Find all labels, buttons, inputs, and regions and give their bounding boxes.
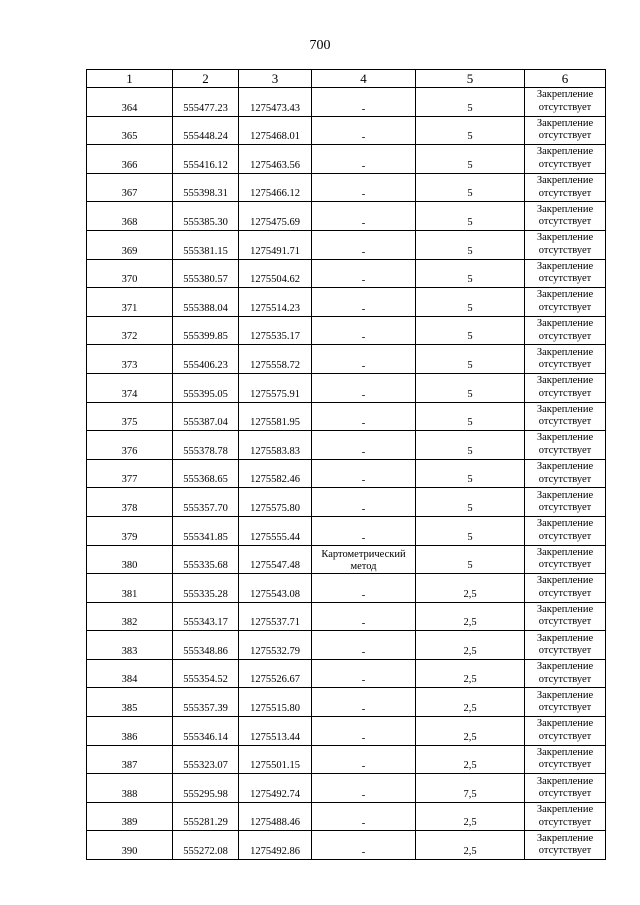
fixing-cell: Закрепление отсутствует [525,431,606,460]
point-number-cell: 376 [87,431,173,460]
accuracy-cell: 2,5 [416,631,525,660]
table-row [87,402,606,431]
table-row [87,802,606,831]
fixing-cell: Закрепление отсутствует [525,488,606,517]
y-coordinate-cell: 1275558.72 [239,345,312,374]
method-cell: - [312,488,416,517]
column-header-3: 3 [239,70,312,88]
column-header-5: 5 [416,70,525,88]
fixing-cell: Закрепление отсутствует [525,631,606,660]
fixing-cell: Закрепление отсутствует [525,574,606,603]
x-coordinate-cell: 555335.28 [173,574,239,603]
y-coordinate-cell: 1275535.17 [239,316,312,345]
accuracy-cell: 7,5 [416,774,525,803]
x-coordinate-cell: 555448.24 [173,116,239,145]
method-cell: - [312,259,416,288]
method-cell: - [312,202,416,231]
method-cell: - [312,602,416,631]
accuracy-cell: 5 [416,459,525,488]
x-coordinate-cell: 555387.04 [173,402,239,431]
accuracy-cell: 5 [416,516,525,545]
x-coordinate-cell: 555399.85 [173,316,239,345]
point-number-cell: 380 [87,545,173,574]
point-number-cell: 384 [87,659,173,688]
y-coordinate-cell: 1275532.79 [239,631,312,660]
method-cell: - [312,288,416,317]
point-number-cell: 367 [87,173,173,202]
method-cell: - [312,230,416,259]
fixing-cell: Закрепление отсутствует [525,202,606,231]
coordinates-table [86,69,606,860]
x-coordinate-cell: 555348.86 [173,631,239,660]
fixing-cell: Закрепление отсутствует [525,259,606,288]
point-number-cell: 388 [87,774,173,803]
method-cell: - [312,688,416,717]
method-cell: - [312,373,416,402]
point-number-cell: 365 [87,116,173,145]
fixing-cell: Закрепление отсутствует [525,717,606,746]
x-coordinate-cell: 555281.29 [173,802,239,831]
accuracy-cell: 5 [416,345,525,374]
point-number-cell: 385 [87,688,173,717]
y-coordinate-cell: 1275492.86 [239,831,312,860]
accuracy-cell: 5 [416,202,525,231]
table-row [87,316,606,345]
x-coordinate-cell: 555357.39 [173,688,239,717]
accuracy-cell: 5 [416,373,525,402]
accuracy-cell: 5 [416,545,525,574]
accuracy-cell: 2,5 [416,831,525,860]
accuracy-cell: 2,5 [416,574,525,603]
fixing-cell: Закрепление отсутствует [525,745,606,774]
table-row [87,202,606,231]
point-number-cell: 381 [87,574,173,603]
table-row [87,631,606,660]
table-row [87,230,606,259]
column-header-4: 4 [312,70,416,88]
y-coordinate-cell: 1275473.43 [239,88,312,117]
table-row [87,145,606,174]
table-row [87,602,606,631]
table-row [87,259,606,288]
x-coordinate-cell: 555388.04 [173,288,239,317]
point-number-cell: 373 [87,345,173,374]
fixing-cell: Закрепление отсутствует [525,802,606,831]
x-coordinate-cell: 555323.07 [173,745,239,774]
x-coordinate-cell: 555346.14 [173,717,239,746]
y-coordinate-cell: 1275475.69 [239,202,312,231]
fixing-cell: Закрепление отсутствует [525,402,606,431]
x-coordinate-cell: 555354.52 [173,659,239,688]
x-coordinate-cell: 555477.23 [173,88,239,117]
point-number-cell: 383 [87,631,173,660]
accuracy-cell: 5 [416,259,525,288]
x-coordinate-cell: 555380.57 [173,259,239,288]
method-cell: - [312,402,416,431]
y-coordinate-cell: 1275581.95 [239,402,312,431]
method-cell: - [312,574,416,603]
point-number-cell: 370 [87,259,173,288]
column-header-1: 1 [87,70,173,88]
accuracy-cell: 5 [416,402,525,431]
fixing-cell: Закрепление отсутствует [525,345,606,374]
point-number-cell: 375 [87,402,173,431]
point-number-cell: 390 [87,831,173,860]
x-coordinate-cell: 555272.08 [173,831,239,860]
table-row [87,373,606,402]
method-cell: - [312,88,416,117]
table-row [87,574,606,603]
accuracy-cell: 5 [416,316,525,345]
fixing-cell: Закрепление отсутствует [525,373,606,402]
column-header-2: 2 [173,70,239,88]
table-row [87,288,606,317]
method-cell: - [312,431,416,460]
fixing-cell: Закрепление отсутствует [525,316,606,345]
method-cell: - [312,659,416,688]
method-cell: - [312,516,416,545]
fixing-cell: Закрепление отсутствует [525,88,606,117]
y-coordinate-cell: 1275492.74 [239,774,312,803]
table-row [87,774,606,803]
point-number-cell: 387 [87,745,173,774]
table-row [87,831,606,860]
y-coordinate-cell: 1275488.46 [239,802,312,831]
y-coordinate-cell: 1275466.12 [239,173,312,202]
y-coordinate-cell: 1275543.08 [239,574,312,603]
accuracy-cell: 2,5 [416,659,525,688]
x-coordinate-cell: 555335.68 [173,545,239,574]
point-number-cell: 389 [87,802,173,831]
method-cell: - [312,774,416,803]
table-header-row [87,70,606,88]
accuracy-cell: 2,5 [416,602,525,631]
method-cell: - [312,745,416,774]
x-coordinate-cell: 555295.98 [173,774,239,803]
fixing-cell: Закрепление отсутствует [525,545,606,574]
table-row [87,488,606,517]
accuracy-cell: 5 [416,173,525,202]
y-coordinate-cell: 1275537.71 [239,602,312,631]
accuracy-cell: 5 [416,288,525,317]
point-number-cell: 369 [87,230,173,259]
accuracy-cell: 5 [416,230,525,259]
method-cell: - [312,831,416,860]
x-coordinate-cell: 555378.78 [173,431,239,460]
y-coordinate-cell: 1275463.56 [239,145,312,174]
table-row [87,431,606,460]
fixing-cell: Закрепление отсутствует [525,145,606,174]
accuracy-cell: 5 [416,116,525,145]
method-cell: Картометрический метод [312,545,416,574]
table-row [87,717,606,746]
method-cell: - [312,345,416,374]
table-row [87,659,606,688]
table-row [87,688,606,717]
x-coordinate-cell: 555381.15 [173,230,239,259]
table-row [87,345,606,374]
y-coordinate-cell: 1275575.80 [239,488,312,517]
table-row [87,459,606,488]
fixing-cell: Закрепление отсутствует [525,230,606,259]
y-coordinate-cell: 1275526.67 [239,659,312,688]
point-number-cell: 368 [87,202,173,231]
accuracy-cell: 5 [416,431,525,460]
x-coordinate-cell: 555416.12 [173,145,239,174]
method-cell: - [312,459,416,488]
point-number-cell: 386 [87,717,173,746]
x-coordinate-cell: 555395.05 [173,373,239,402]
page-number: 700 [309,38,331,53]
point-number-cell: 382 [87,602,173,631]
fixing-cell: Закрепление отсутствует [525,602,606,631]
point-number-cell: 377 [87,459,173,488]
x-coordinate-cell: 555368.65 [173,459,239,488]
y-coordinate-cell: 1275514.23 [239,288,312,317]
accuracy-cell: 5 [416,88,525,117]
x-coordinate-cell: 555343.17 [173,602,239,631]
method-cell: - [312,717,416,746]
x-coordinate-cell: 555385.30 [173,202,239,231]
x-coordinate-cell: 555357.70 [173,488,239,517]
fixing-cell: Закрепление отсутствует [525,173,606,202]
fixing-cell: Закрепление отсутствует [525,288,606,317]
method-cell: - [312,116,416,145]
y-coordinate-cell: 1275515.80 [239,688,312,717]
y-coordinate-cell: 1275491.71 [239,230,312,259]
fixing-cell: Закрепление отсутствует [525,116,606,145]
fixing-cell: Закрепление отсутствует [525,774,606,803]
y-coordinate-cell: 1275468.01 [239,116,312,145]
accuracy-cell: 2,5 [416,802,525,831]
y-coordinate-cell: 1275555.44 [239,516,312,545]
accuracy-cell: 2,5 [416,745,525,774]
fixing-cell: Закрепление отсутствует [525,688,606,717]
column-header-6: 6 [525,70,606,88]
accuracy-cell: 5 [416,145,525,174]
table-row [87,116,606,145]
table-row [87,545,606,574]
accuracy-cell: 5 [416,488,525,517]
y-coordinate-cell: 1275583.83 [239,431,312,460]
x-coordinate-cell: 555341.85 [173,516,239,545]
point-number-cell: 374 [87,373,173,402]
table-body [87,88,606,860]
y-coordinate-cell: 1275504.62 [239,259,312,288]
fixing-cell: Закрепление отсутствует [525,831,606,860]
point-number-cell: 378 [87,488,173,517]
method-cell: - [312,631,416,660]
point-number-cell: 379 [87,516,173,545]
method-cell: - [312,145,416,174]
method-cell: - [312,802,416,831]
table-row [87,745,606,774]
fixing-cell: Закрепление отсутствует [525,459,606,488]
table-row [87,173,606,202]
y-coordinate-cell: 1275575.91 [239,373,312,402]
table-row [87,88,606,117]
point-number-cell: 372 [87,316,173,345]
y-coordinate-cell: 1275513.44 [239,717,312,746]
x-coordinate-cell: 555398.31 [173,173,239,202]
y-coordinate-cell: 1275582.46 [239,459,312,488]
fixing-cell: Закрепление отсутствует [525,516,606,545]
method-cell: - [312,316,416,345]
fixing-cell: Закрепление отсутствует [525,659,606,688]
point-number-cell: 366 [87,145,173,174]
y-coordinate-cell: 1275547.48 [239,545,312,574]
x-coordinate-cell: 555406.23 [173,345,239,374]
table-row [87,516,606,545]
point-number-cell: 364 [87,88,173,117]
accuracy-cell: 2,5 [416,717,525,746]
y-coordinate-cell: 1275501.15 [239,745,312,774]
accuracy-cell: 2,5 [416,688,525,717]
method-cell: - [312,173,416,202]
point-number-cell: 371 [87,288,173,317]
